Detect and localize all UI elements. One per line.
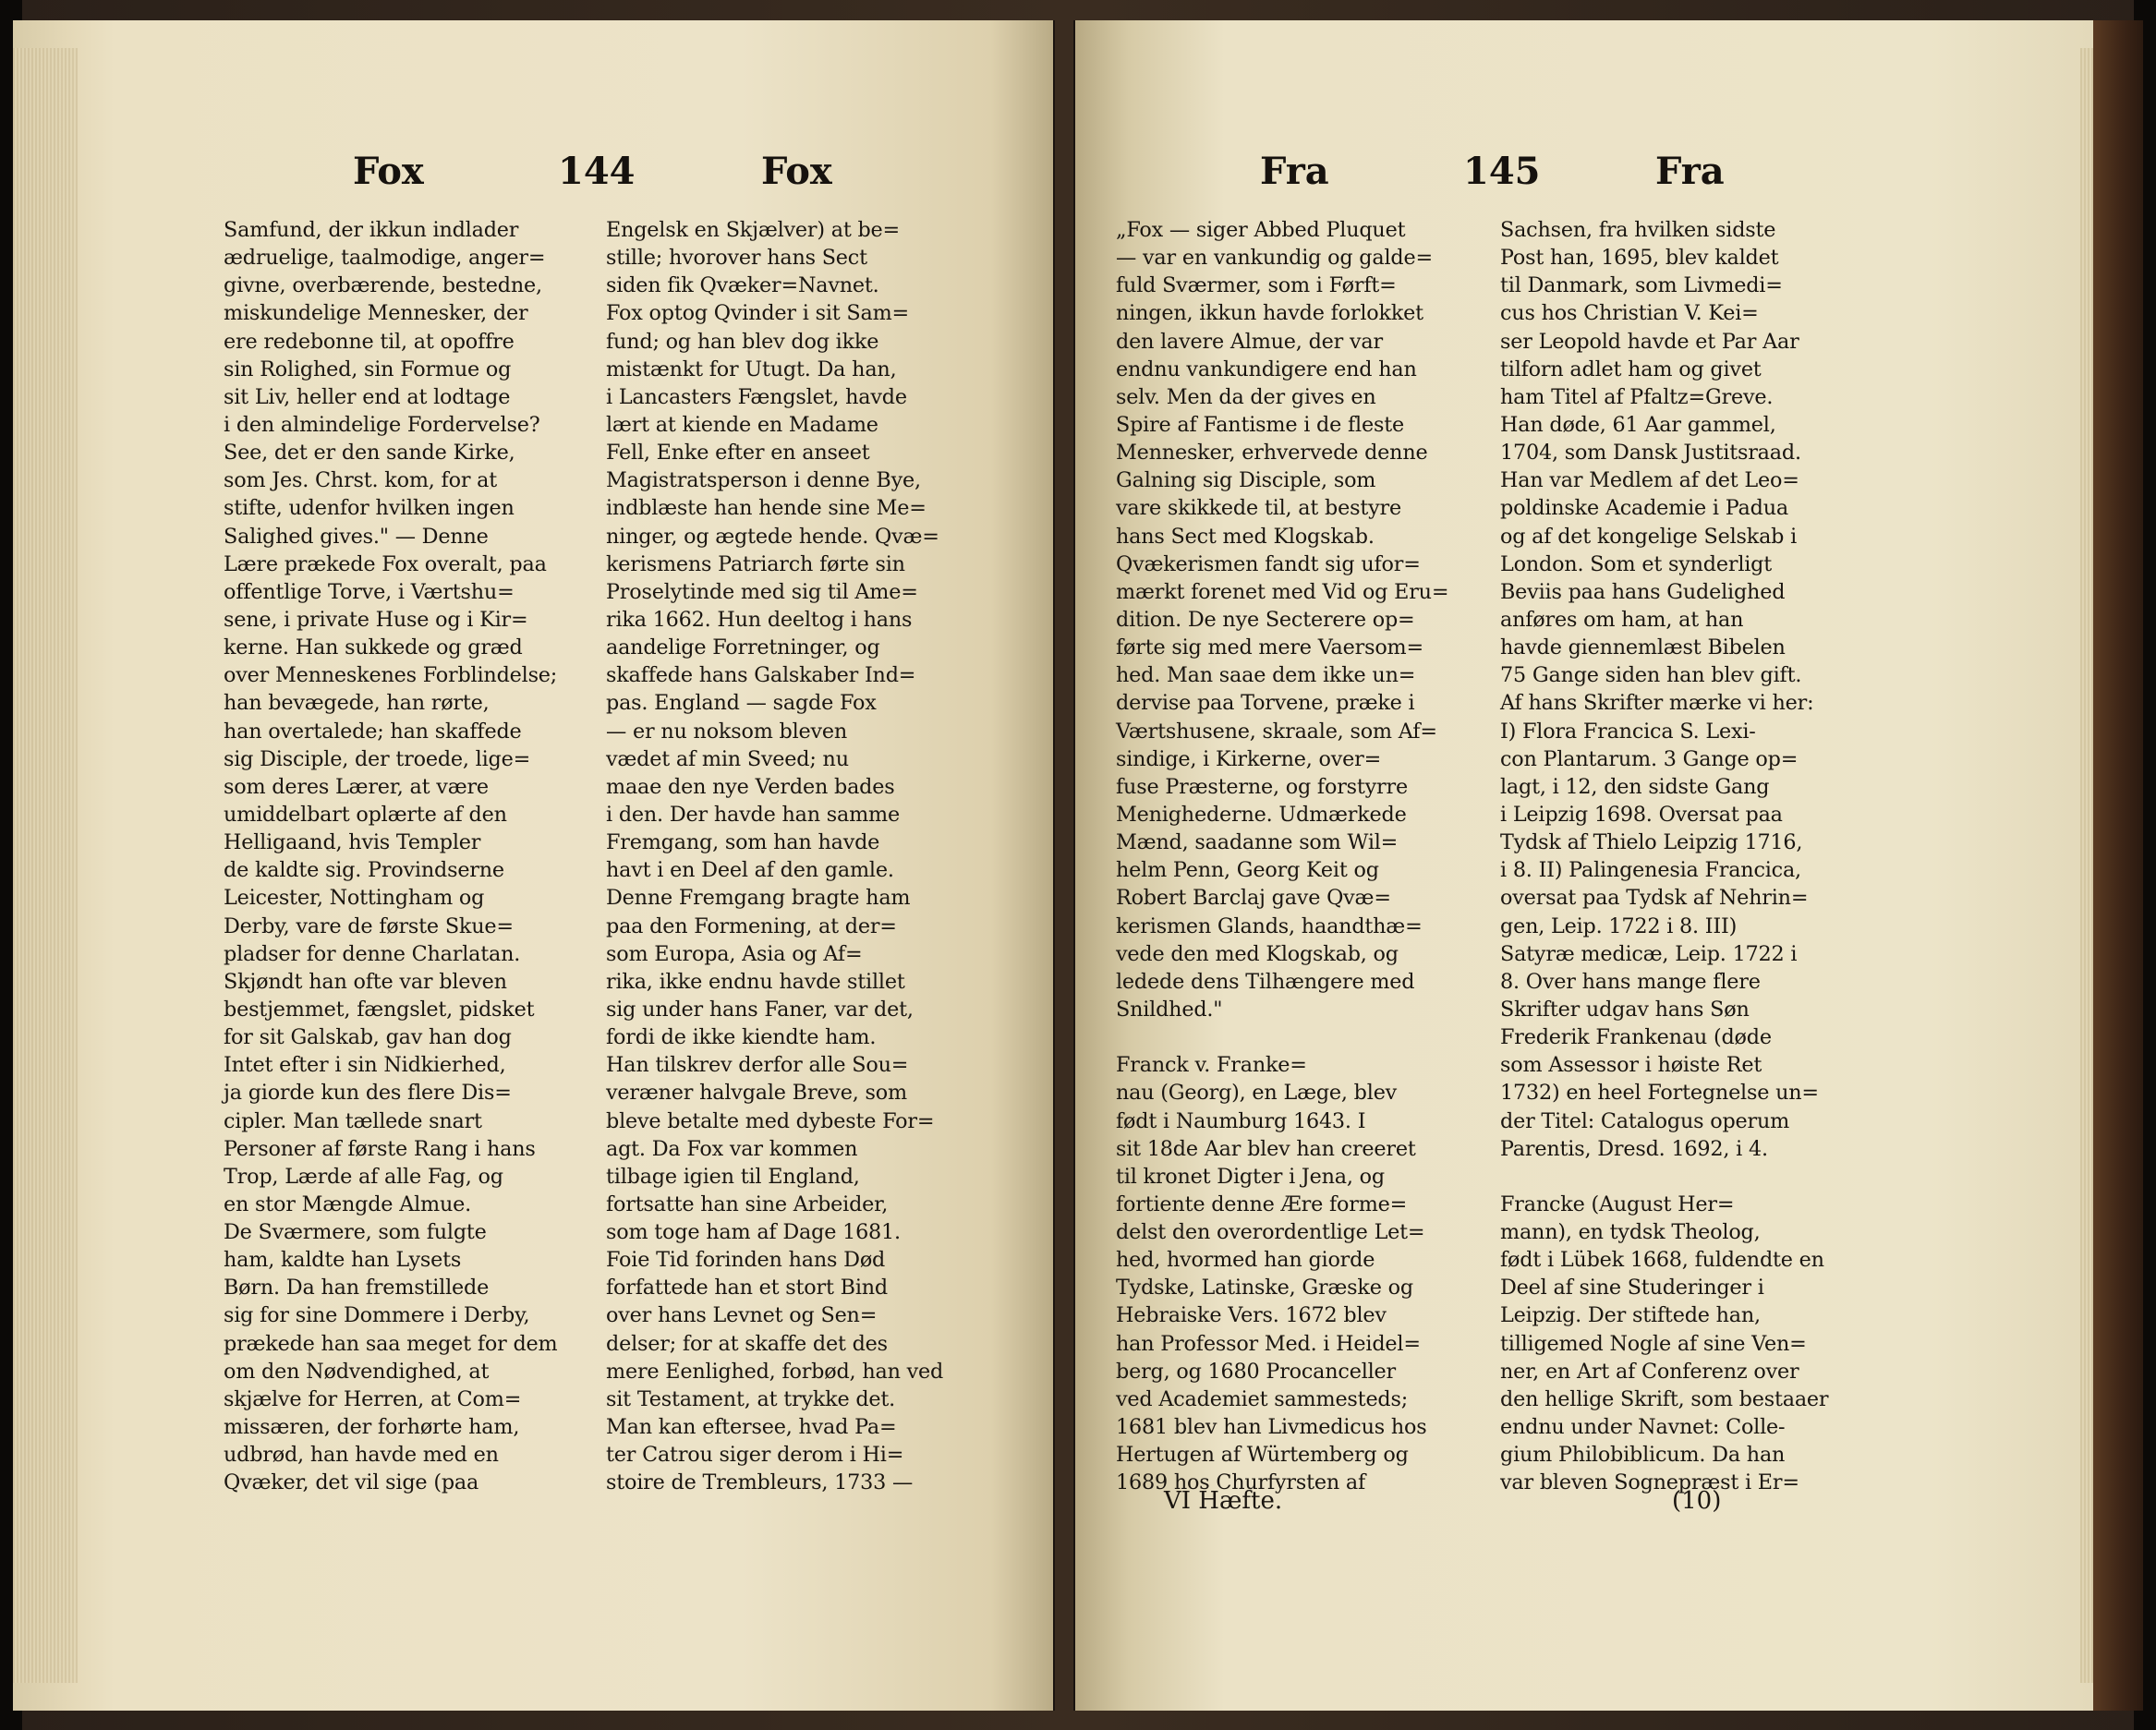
text-line: stoire de Trembleurs, 1733 —: [606, 1470, 914, 1495]
text-line: Menighederne. Udmærkede: [1116, 802, 1407, 827]
text-line: Fell, Enke efter en anseet: [606, 441, 870, 466]
text-line: paa den Formening, at der=: [606, 913, 897, 938]
text-line: sig under hans Faner, var det,: [606, 997, 914, 1022]
text-line: den hellige Skrift, som bestaaer: [1500, 1386, 1829, 1411]
text-line: fortiente denne Ære forme=: [1116, 1192, 1408, 1216]
book-cover-edge: [2093, 20, 2143, 1711]
text-line: delst den overordentlige Let=: [1116, 1220, 1425, 1245]
text-line: endnu vankundigere end han: [1116, 357, 1417, 381]
text-line: over hans Levnet og Sen=: [606, 1303, 878, 1328]
text-line: Skrifter udgav hans Søn: [1500, 997, 1750, 1022]
text-line: 1689 hos Churfyrsten af: [1116, 1470, 1366, 1495]
text-line: Mennesker, erhvervede denne: [1116, 441, 1428, 466]
text-line: til Danmark, som Livmedi=: [1500, 273, 1783, 298]
text-line: han Professor Med. i Heidel=: [1116, 1331, 1421, 1356]
text-line: Qvæker, det vil sige (paa: [224, 1470, 479, 1495]
text-line: om den Nødvendighed, at: [224, 1359, 490, 1384]
text-line: De Sværmere, som fulgte: [224, 1220, 487, 1245]
text-line: Parentis, Dresd. 1692, i 4.: [1500, 1136, 1768, 1161]
text-line: „Fox — siger Abbed Pluquet: [1116, 218, 1406, 242]
text-line: vare skikkede til, at bestyre: [1116, 496, 1401, 521]
text-line: — var en vankundig og galde=: [1116, 246, 1433, 271]
text-column-right: [1500, 216, 1828, 1496]
text-line: ædruelige, taalmodige, anger=: [224, 246, 546, 271]
text-line: stille; hvorover hans Sect: [606, 246, 867, 271]
text-line: Denne Fremgang bragte ham: [606, 886, 911, 911]
text-line: — er nu noksom bleven: [606, 719, 848, 744]
text-line: Af hans Skrifter mærke vi her:: [1500, 691, 1814, 716]
text-line: sig for sine Dommere i Derby,: [224, 1303, 530, 1328]
text-line: Frederik Frankenau (døde: [1500, 1025, 1772, 1050]
text-line: mistænkt for Utugt. Da han,: [606, 357, 897, 381]
text-line: ledede dens Tilhængere med: [1116, 969, 1415, 994]
page-number: 144: [558, 150, 636, 193]
text-line: Man kan eftersee, hvad Pa=: [606, 1415, 897, 1440]
text-line: i den almindelige Fordervelse?: [224, 412, 540, 437]
running-head-right: Fra: [1655, 150, 1725, 193]
text-line: til kronet Digter i Jena, og: [1116, 1164, 1385, 1189]
text-line: sin Rolighed, sin Formue og: [224, 357, 512, 381]
text-line: Tydske, Latinske, Græske og: [1116, 1276, 1413, 1301]
text-line: hed. Man saae dem ikke un=: [1116, 663, 1416, 688]
text-line: indblæste han hende sine Me=: [606, 496, 927, 521]
text-line: Spire af Fantisme i de fleste: [1116, 412, 1404, 437]
text-line: forfattede han et stort Bind: [606, 1276, 888, 1301]
text-line: var bleven Sognepræst i Er=: [1500, 1470, 1799, 1495]
text-line: Snildhed.": [1116, 997, 1223, 1022]
text-line: dition. De nye Secterere op=: [1116, 607, 1415, 632]
text-line: miskundelige Mennesker, der: [224, 301, 528, 326]
text-line: havde giennemlæst Bibelen: [1500, 635, 1786, 660]
text-line: lagt, i 12, den sidste Gang: [1500, 774, 1770, 799]
text-line: Francke (August Her=: [1500, 1192, 1735, 1216]
text-line: Han tilskrev derfor alle Sou=: [606, 1053, 909, 1078]
text-line: delser; for at skaffe det des: [606, 1331, 888, 1356]
text-line: sene, i private Huse og i Kir=: [224, 607, 528, 632]
text-line: gium Philobiblicum. Da han: [1500, 1443, 1786, 1468]
text-line: nau (Georg), en Læge, blev: [1116, 1081, 1398, 1106]
text-line: Intet efter i sin Nidkierhed,: [224, 1053, 506, 1078]
text-line: rika, ikke endnu havde stillet: [606, 969, 905, 994]
text-line: tilforn adlet ham og givet: [1500, 357, 1762, 381]
text-line: sit Testament, at trykke det.: [606, 1386, 896, 1411]
text-line: som toge ham af Dage 1681.: [606, 1220, 901, 1245]
text-line: 1732) en heel Fortegnelse un=: [1500, 1081, 1819, 1106]
text-line: Franck v. Franke=: [1116, 1053, 1307, 1078]
text-line: selv. Men da der gives en: [1116, 384, 1376, 409]
text-line: fuld Sværmer, som i Førft=: [1116, 273, 1397, 298]
text-line: lært at kiende en Madame: [606, 412, 878, 437]
page-stack-edges: [13, 48, 78, 1683]
text-line: Foie Tid forinden hans Død: [606, 1248, 886, 1273]
text-line: ved Academiet sammesteds;: [1116, 1386, 1409, 1411]
text-line: mere Eenlighed, forbød, han ved: [606, 1359, 944, 1384]
text-line: givne, overbærende, bestedne,: [224, 273, 542, 298]
text-line: kerne. Han sukkede og græd: [224, 635, 523, 660]
text-line: ningen, ikkun havde forlokket: [1116, 301, 1423, 326]
text-line: stifte, udenfor hvilken ingen: [224, 496, 515, 521]
text-line: i den. Der havde han samme: [606, 802, 900, 827]
text-line: Engelsk en Skjælver) at be=: [606, 218, 901, 242]
text-line: Leipzig. Der stiftede han,: [1500, 1303, 1761, 1328]
text-line: vædet af min Sveed; nu: [606, 746, 849, 771]
text-line: i Lancasters Fængslet, havde: [606, 384, 907, 409]
text-line: I) Flora Francica S. Lexi-: [1500, 719, 1756, 744]
text-line: Robert Barclaj gave Qvæ=: [1116, 886, 1391, 911]
text-line: fund; og han blev dog ikke: [606, 329, 879, 354]
text-line: tilbage igien til England,: [606, 1164, 860, 1189]
text-line: han overtalede; han skaffede: [224, 719, 522, 744]
text-line: i 8. II) Palingenesia Francica,: [1500, 858, 1801, 883]
text-line: sit 18de Aar blev han creeret: [1116, 1136, 1416, 1161]
text-line: Trop, Lærde af alle Fag, og: [224, 1164, 503, 1189]
text-column-left: [1116, 216, 1448, 1496]
text-line: Qvækerismen fandt sig ufor=: [1116, 551, 1421, 576]
text-line: rika 1662. Hun deeltog i hans: [606, 607, 913, 632]
text-line: offentlige Torve, i Værtshu=: [224, 579, 515, 604]
text-line: prækede han saa meget for dem: [224, 1331, 558, 1356]
text-line: bleve betalte med dybeste For=: [606, 1108, 935, 1133]
signature-mark: VI Hæfte.: [1164, 1487, 1283, 1515]
running-head-left: Fox: [353, 150, 424, 193]
text-line: Han var Medlem af det Leo=: [1500, 468, 1799, 493]
text-line: agt. Da Fox var kommen: [606, 1136, 858, 1161]
text-line: Skjøndt han ofte var bleven: [224, 969, 507, 994]
text-line: umiddelbart oplærte af den: [224, 802, 507, 827]
text-line: 1681 blev han Livmedicus hos: [1116, 1415, 1427, 1440]
text-line: for sit Galskab, gav han dog: [224, 1025, 512, 1050]
text-line: sig Disciple, der troede, lige=: [224, 746, 531, 771]
text-line: ser Leopold havde et Par Aar: [1500, 329, 1799, 354]
text-line: Hertugen af Würtemberg og: [1116, 1443, 1409, 1468]
text-line: hans Sect med Klogskab.: [1116, 524, 1375, 549]
text-line: pas. England — sagde Fox: [606, 691, 877, 716]
text-line: Proselytinde med sig til Ame=: [606, 579, 918, 604]
text-line: See, det er den sande Kirke,: [224, 441, 515, 466]
text-line: der Titel: Catalogus operum: [1500, 1108, 1790, 1133]
text-line: missæren, der forhørte ham,: [224, 1415, 520, 1440]
text-line: Han døde, 61 Aar gammel,: [1500, 412, 1776, 437]
text-line: Fremgang, som han havde: [606, 830, 880, 855]
text-line: Satyræ medicæ, Leip. 1722 i: [1500, 941, 1798, 966]
text-line: kerismen Glands, haandthæ=: [1116, 913, 1423, 938]
text-line: Sachsen, fra hvilken sidste: [1500, 218, 1776, 242]
text-line: ja giorde kun des flere Dis=: [224, 1081, 512, 1106]
running-head-right: Fox: [761, 150, 832, 193]
text-line: ninger, og ægtede hende. Qvæ=: [606, 524, 939, 549]
text-line: endnu under Navnet: Colle-: [1500, 1415, 1786, 1440]
text-line: 75 Gange siden han blev gift.: [1500, 663, 1802, 688]
text-line: over Menneskenes Forblindelse;: [224, 663, 558, 688]
text-line: London. Som et synderligt: [1500, 551, 1773, 576]
text-line: anføres om ham, at han: [1500, 607, 1744, 632]
text-line: havt i en Deel af den gamle.: [606, 858, 894, 883]
text-line: som Assessor i høiste Ret: [1500, 1053, 1762, 1078]
text-line: berg, og 1680 Procanceller: [1116, 1359, 1397, 1384]
text-line: tilligemed Nogle af sine Ven=: [1500, 1331, 1807, 1356]
text-line: skjælve for Herren, at Com=: [224, 1386, 522, 1411]
text-line: helm Penn, Georg Keit og: [1116, 858, 1379, 883]
text-line: hed, hvormed han giorde: [1116, 1248, 1375, 1273]
text-line: førte sig med mere Vaersom=: [1116, 635, 1423, 660]
running-head-left: Fra: [1260, 150, 1329, 193]
text-column-left: [224, 216, 557, 1496]
text-line: ham, kaldte han Lysets: [224, 1248, 462, 1273]
text-line: veræner halvgale Breve, som: [606, 1081, 907, 1106]
text-column-right: [606, 216, 943, 1496]
page-number: 145: [1463, 150, 1541, 193]
text-line: cus hos Christian V. Kei=: [1500, 301, 1759, 326]
text-line: Tydsk af Thielo Leipzig 1716,: [1500, 830, 1803, 855]
left-page: [13, 20, 1055, 1711]
text-line: Mænd, saadanne som Wil=: [1116, 830, 1399, 855]
text-line: den lavere Almue, der var: [1116, 329, 1383, 354]
text-line: ham Titel af Pfaltz=Greve.: [1500, 384, 1774, 409]
text-line: Børn. Da han fremstillede: [224, 1276, 490, 1301]
text-line: som deres Lærer, at være: [224, 774, 489, 799]
text-line: fuse Præsterne, og forstyrre: [1116, 774, 1408, 799]
text-line: Lære prækede Fox overalt, paa: [224, 551, 547, 576]
sheet-number: (10): [1672, 1487, 1722, 1515]
text-line: udbrød, han havde med en: [224, 1443, 499, 1468]
text-line: sindige, i Kirkerne, over=: [1116, 746, 1382, 771]
text-line: Leicester, Nottingham og: [224, 886, 485, 911]
text-line: Derby, vare de første Skue=: [224, 913, 514, 938]
text-line: født i Lübek 1668, fuldendte en: [1500, 1248, 1824, 1273]
text-line: Fox optog Qvinder i sit Sam=: [606, 301, 909, 326]
text-line: Post han, 1695, blev kaldet: [1500, 246, 1779, 271]
text-line: Beviis paa hans Gudelighed: [1500, 579, 1786, 604]
text-line: han bevægede, han rørte,: [224, 691, 490, 716]
text-line: fordi de ikke kiendte ham.: [606, 1025, 877, 1050]
text-line: Deel af sine Studeringer i: [1500, 1276, 1764, 1301]
text-line: skaffede hans Galskaber Ind=: [606, 663, 916, 688]
text-line: Værtshusene, skraale, som Af=: [1116, 719, 1437, 744]
text-line: Helligaand, hvis Templer: [224, 830, 481, 855]
text-line: con Plantarum. 3 Gange op=: [1500, 746, 1799, 771]
text-line: 1704, som Dansk Justitsraad.: [1500, 441, 1801, 466]
text-line: en stor Mængde Almue.: [224, 1192, 472, 1216]
text-line: Hebraiske Vers. 1672 blev: [1116, 1303, 1387, 1328]
text-line: ter Catrou siger derom i Hi=: [606, 1443, 904, 1468]
text-line: i Leipzig 1698. Oversat paa: [1500, 802, 1783, 827]
text-line: [1500, 1163, 1828, 1191]
text-line: oversat paa Tydsk af Nehrin=: [1500, 886, 1809, 911]
text-line: bestjemmet, fængslet, pidsket: [224, 997, 535, 1022]
text-line: 8. Over hans mange flere: [1500, 969, 1761, 994]
text-line: pladser for denne Charlatan.: [224, 941, 521, 966]
text-line: siden fik Qvæker=Navnet.: [606, 273, 879, 298]
text-line: født i Naumburg 1643. I: [1116, 1108, 1366, 1133]
text-line: ner, en Art af Conferenz over: [1500, 1359, 1799, 1384]
text-line: og af det kongelige Selskab i: [1500, 524, 1798, 549]
text-line: cipler. Man tællede snart: [224, 1108, 482, 1133]
text-line: [1116, 1023, 1448, 1051]
text-line: som Jes. Chrst. kom, for at: [224, 468, 498, 493]
text-line: Galning sig Disciple, som: [1116, 468, 1376, 493]
text-line: aandelige Forretninger, og: [606, 635, 880, 660]
text-line: ere redebonne til, at opoffre: [224, 329, 515, 354]
text-line: Samfund, der ikkun indlader: [224, 218, 519, 242]
text-line: mærkt forenet med Vid og Eru=: [1116, 579, 1449, 604]
text-line: Magistratsperson i denne Bye,: [606, 468, 921, 493]
text-line: som Europa, Asia og Af=: [606, 941, 863, 966]
text-line: dervise paa Torvene, præke i: [1116, 691, 1415, 716]
text-line: fortsatte han sine Arbeider,: [606, 1192, 889, 1216]
text-line: maae den nye Verden bades: [606, 774, 895, 799]
text-line: Personer af første Rang i hans: [224, 1136, 536, 1161]
text-line: de kaldte sig. Provindserne: [224, 858, 504, 883]
text-line: mann), en tydsk Theolog,: [1500, 1220, 1761, 1245]
right-page: [1073, 20, 2143, 1711]
text-line: kerismens Patriarch førte sin: [606, 551, 905, 576]
text-line: Salighed gives." — Denne: [224, 524, 489, 549]
text-line: sit Liv, heller end at lodtage: [224, 384, 511, 409]
text-line: gen, Leip. 1722 i 8. III): [1500, 913, 1738, 938]
text-line: vede den med Klogskab, og: [1116, 941, 1399, 966]
text-line: poldinske Academie i Padua: [1500, 496, 1788, 521]
